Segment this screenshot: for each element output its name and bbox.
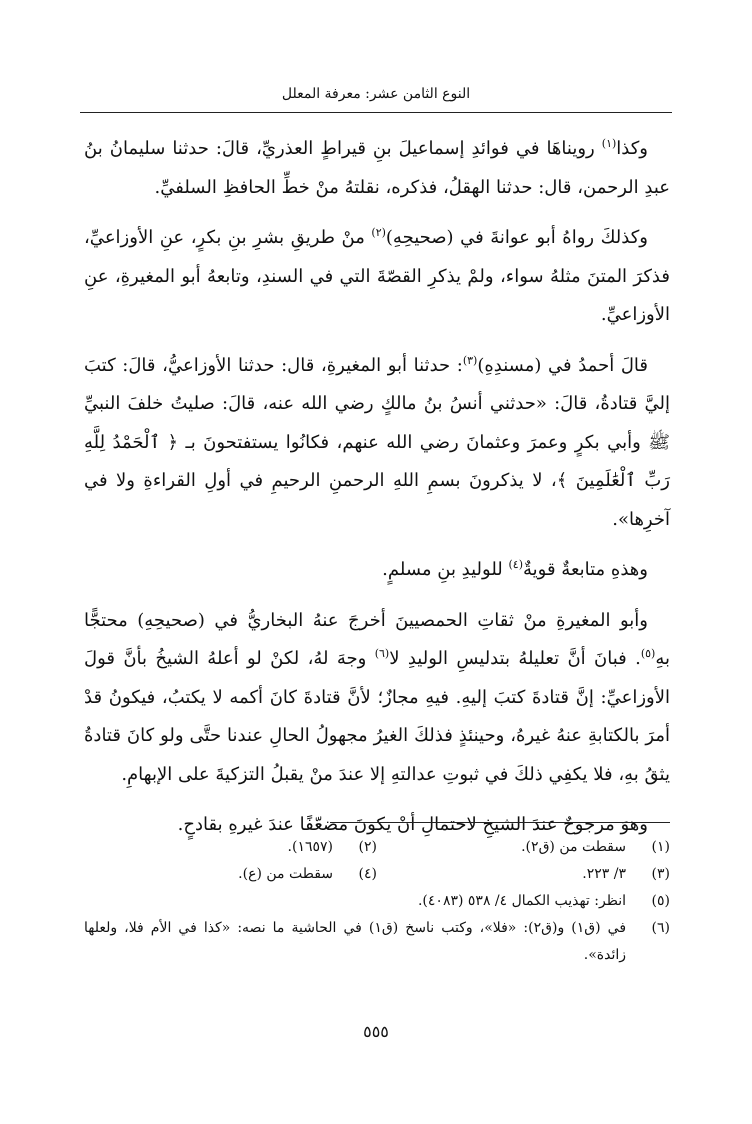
paragraph-text: وهذهِ متابعةٌ قويةٌ — [523, 559, 648, 580]
footnote-row — [84, 834, 670, 861]
footnote-text: (١٦٥٧). — [287, 839, 333, 855]
footnote-ref[interactable]: (٥) — [640, 647, 656, 660]
running-header: النوع الثامن عشر: معرفة المعلل — [281, 86, 471, 102]
footnote-ref[interactable]: (٤) — [508, 558, 524, 571]
main-text — [84, 130, 670, 857]
footnote-text: ٣/ ٢٢٣. — [582, 866, 626, 882]
footnote-number: (٢) — [358, 839, 377, 855]
paragraph-text: رويناهَا في فوائدِ إسماعيلَ بنِ قيراطٍ العذريِّ، قالَ: حدثنا سليمانُ بنُ عبدِ الرحمن، قال: حدثنا الهقلُ، فذكره، نقلتهُ منْ خطِّ الحافظِ السلفيِّ. — [84, 138, 670, 198]
paragraph — [84, 219, 670, 335]
paragraph-text: : حدثنا أبو المغيرةِ، قال: حدثنا الأوزاعيُّ، قالَ: كتبَ إليَّ قتادةُ، قالَ: «حدثني أنسُ بنُ مالكٍ رضي الله عنه، قالَ: صليتُ خلفَ النبيِّ ﷺ وأبي بكرٍ وعمرَ وعثمانَ رضي الله عنهم، فكانُوا يستفتحونَ بـ ﴿ ٱلْحَمْدُ لِلَّهِ رَبِّ ٱلْعَٰلَمِينَ ﴾، لا يذكرونَ بسمِ اللهِ الرحمنِ الرحيمِ في أولِ القراءةِ ولا في آخرِها». — [84, 354, 670, 530]
footnote — [84, 861, 377, 888]
paragraph-text: . فبانَ أنَّ تعليلهُ بتدليسِ الوليدِ لا — [389, 648, 641, 669]
footnote-number: (٥) — [651, 893, 670, 909]
footnote-text: سقطت من (ع). — [238, 866, 333, 882]
paragraph-text: وهوَ مرجوحٌ عندَ الشيخِ لاحتمالِ أنْ يكونَ مضعّفًا عندَ غيرهِ بقادحٍ. — [177, 814, 648, 835]
paragraph — [84, 347, 670, 540]
footnote-ref[interactable]: (١) — [601, 137, 617, 150]
header-divider — [80, 112, 672, 113]
footnote-number: (٣) — [651, 866, 670, 882]
paragraph-text: قالَ أحمدُ في (مسندِهِ) — [477, 354, 649, 376]
footnote — [84, 888, 670, 915]
page-number: ٥٥٥ — [363, 1022, 389, 1041]
paragraph-text: وكذلكَ رواهُ أبو عوانةَ في (صحيحِهِ) — [385, 227, 648, 248]
footnote — [377, 834, 670, 861]
paragraph — [84, 130, 670, 207]
paragraph-text: وأبو المغيرةِ منْ ثقاتِ الحمصيينَ أخرجَ عنهُ البخاريُّ في (صحيحِهِ) محتجًّا بهِ — [84, 609, 670, 669]
footnote — [84, 834, 377, 861]
footnote-number: (٤) — [358, 866, 377, 882]
footnote-ref[interactable]: (٣) — [462, 353, 478, 367]
footnote-ref[interactable]: (٢) — [371, 226, 386, 239]
footnote-divider — [330, 822, 670, 823]
footnote-row — [84, 861, 670, 888]
paragraph — [84, 551, 670, 590]
paragraph-text: للوليدِ بنِ مسلمٍ. — [382, 559, 509, 580]
footnote-number: (٦) — [651, 920, 670, 936]
footnote-ref[interactable]: (٦) — [374, 647, 390, 660]
footnote-text: سقطت من (ق٢). — [521, 839, 626, 855]
footnotes — [84, 834, 670, 969]
footnote-text: انظر: تهذيب الكمال ٤/ ٥٣٨ (٤٠٨٣). — [417, 893, 626, 909]
paragraph — [84, 602, 670, 795]
footnote-text: في (ق١) و(ق٢): «فلا»، وكتب ناسخ (ق١) في الحاشية ما نصه: «كذا في الأم فلا، ولعلها زائدة». — [84, 920, 627, 963]
paragraph-text: وجهَ لهُ، لكنْ لو أعلهُ الشيخُ بأنَّ قولَ الأوزاعيِّ: إنَّ قتادةَ كتبَ إليهِ. فيهِ مجازٌ؛ لأنَّ قتادةَ كانَ أكمه لا يكتبُ، فيكونُ قدْ أمرَ بالكتابةِ عنهُ غيرهُ، وحينئذٍ فذلكَ الغيرُ مجهولُ الحالِ عندنا حتَّى ولو كانَ قتادةُ يثقُ بهِ، فلا يكفِي ذلكَ في ثبوتِ عدالتهِ إلا عندَ منْ يقبلُ التزكيةَ على الإبهامِ. — [84, 648, 670, 785]
paragraph-text: وكذا — [616, 138, 648, 159]
footnote — [377, 861, 670, 888]
footnote — [84, 915, 670, 969]
footnote-number: (١) — [651, 839, 670, 855]
paragraph-text: منْ طريقِ بشرِ بنِ بكرٍ، عنِ الأوزاعيِّ، فذكرَ المتنَ مثلهُ سواء، ولمْ يذكرِ القصّةَ التي في السندِ، وتابعهُ أبو المغيرةِ، عنِ الأوزاعيِّ. — [84, 227, 670, 325]
